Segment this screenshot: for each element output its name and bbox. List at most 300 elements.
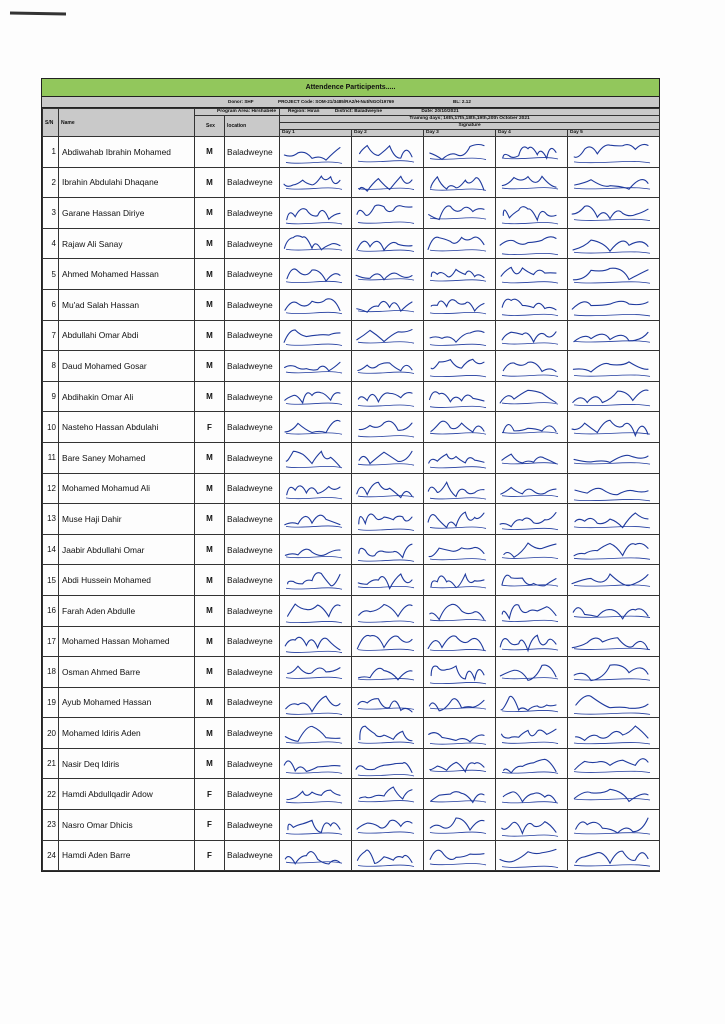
participant-name: Daud Mohamed Gosar <box>59 351 195 382</box>
participant-location: Baladweyne <box>225 657 280 688</box>
signature-day-4 <box>496 137 568 168</box>
handwritten-signature <box>496 596 566 625</box>
handwritten-signature <box>568 412 658 441</box>
signature-day-4 <box>496 718 568 749</box>
row-sn: 8 <box>43 351 59 382</box>
handwritten-signature <box>496 749 566 778</box>
signature-day-5 <box>568 565 660 596</box>
row-sn: 24 <box>43 840 59 871</box>
participant-name: Garane Hassan Diriye <box>59 198 195 229</box>
handwritten-signature <box>424 321 494 350</box>
participant-location: Baladweyne <box>225 473 280 504</box>
table-row <box>43 748 660 779</box>
handwritten-signature <box>280 168 350 197</box>
signature-day-5 <box>568 687 660 718</box>
handwritten-signature <box>424 749 494 778</box>
signature-day-5 <box>568 810 660 841</box>
handwritten-signature <box>280 351 350 380</box>
signature-day-2 <box>352 259 424 290</box>
signature-day-5 <box>568 259 660 290</box>
participant-sex: M <box>195 320 225 351</box>
handwritten-signature <box>496 841 566 870</box>
signature-day-4 <box>496 657 568 688</box>
participant-name: Abdihakin Omar Ali <box>59 381 195 412</box>
col-sn: S/N <box>43 109 59 137</box>
participant-name: Ibrahin Abdulahi Dhaqane <box>59 167 195 198</box>
signature-day-3 <box>424 351 496 382</box>
signature-day-5 <box>568 779 660 810</box>
signature-day-3 <box>424 748 496 779</box>
table-row <box>43 810 660 841</box>
signature-day-1 <box>280 473 352 504</box>
sheet-title: Attendence Participents..... <box>42 79 659 97</box>
participant-sex: F <box>195 779 225 810</box>
signature-day-5 <box>568 167 660 198</box>
row-sn: 5 <box>43 259 59 290</box>
participant-location: Baladweyne <box>225 137 280 168</box>
signature-day-5 <box>568 657 660 688</box>
signature-day-2 <box>352 504 424 535</box>
participant-name: Mu'ad Salah Hassan <box>59 289 195 320</box>
participant-sex: M <box>195 687 225 718</box>
signature-day-2 <box>352 442 424 473</box>
participant-sex: M <box>195 167 225 198</box>
signature-day-4 <box>496 840 568 871</box>
signature-day-1 <box>280 381 352 412</box>
participant-sex: M <box>195 381 225 412</box>
handwritten-signature <box>496 259 566 288</box>
participant-sex: F <box>195 810 225 841</box>
handwritten-signature <box>568 841 658 870</box>
handwritten-signature <box>352 596 422 625</box>
handwritten-signature <box>424 841 494 870</box>
handwritten-signature <box>424 290 494 319</box>
handwritten-signature <box>568 443 658 472</box>
col-sex: Sex <box>195 116 225 137</box>
participant-sex: M <box>195 442 225 473</box>
handwritten-signature <box>568 229 658 258</box>
signature-day-1 <box>280 748 352 779</box>
row-sn: 6 <box>43 289 59 320</box>
col-day-5: Day 5 <box>568 130 660 137</box>
participant-name: Mohamed Idiris Aden <box>59 718 195 749</box>
signature-day-3 <box>424 320 496 351</box>
row-sn: 23 <box>43 810 59 841</box>
handwritten-signature <box>568 290 658 319</box>
handwritten-signature <box>568 810 658 839</box>
handwritten-signature <box>352 474 422 503</box>
row-sn: 14 <box>43 534 59 565</box>
handwritten-signature <box>496 657 566 686</box>
handwritten-signature <box>352 504 422 533</box>
handwritten-signature <box>424 504 494 533</box>
signature-day-2 <box>352 779 424 810</box>
signature-day-3 <box>424 442 496 473</box>
handwritten-signature <box>496 779 566 808</box>
signature-day-3 <box>424 228 496 259</box>
participant-name: Rajaw Ali Sanay <box>59 228 195 259</box>
signature-day-5 <box>568 442 660 473</box>
table-row <box>43 595 660 626</box>
col-location: location <box>225 116 280 137</box>
signature-day-3 <box>424 137 496 168</box>
handwritten-signature <box>424 443 494 472</box>
signature-day-2 <box>352 167 424 198</box>
signature-day-5 <box>568 228 660 259</box>
table-row <box>43 473 660 504</box>
participant-location: Baladweyne <box>225 289 280 320</box>
handwritten-signature <box>424 229 494 258</box>
handwritten-signature <box>424 718 494 747</box>
signature-day-2 <box>352 657 424 688</box>
date-label: Date: 20/10/2021 <box>421 109 459 114</box>
handwritten-signature <box>280 504 350 533</box>
handwritten-signature <box>352 443 422 472</box>
signature-day-1 <box>280 412 352 443</box>
participant-location: Baladweyne <box>225 595 280 626</box>
col-day-4: Day 4 <box>496 130 568 137</box>
signature-day-5 <box>568 381 660 412</box>
signature-day-5 <box>568 320 660 351</box>
row-sn: 9 <box>43 381 59 412</box>
signature-day-2 <box>352 228 424 259</box>
district-label: District: Baladweyne <box>334 109 382 114</box>
handwritten-signature <box>568 535 658 564</box>
table-row <box>43 381 660 412</box>
signature-day-2 <box>352 626 424 657</box>
signature-day-3 <box>424 626 496 657</box>
handwritten-signature <box>496 627 566 656</box>
participant-location: Baladweyne <box>225 565 280 596</box>
handwritten-signature <box>496 290 566 319</box>
participant-name: Abdi Hussein Mohamed <box>59 565 195 596</box>
participant-location: Baladweyne <box>225 779 280 810</box>
signature-day-5 <box>568 840 660 871</box>
signature-day-3 <box>424 412 496 443</box>
participant-name: Abdiwahab Ibrahin Mohamed <box>59 137 195 168</box>
handwritten-signature <box>424 412 494 441</box>
participant-location: Baladweyne <box>225 534 280 565</box>
region-district-date-row <box>280 109 660 116</box>
handwritten-signature <box>568 504 658 533</box>
signature-day-5 <box>568 534 660 565</box>
handwritten-signature <box>568 198 658 227</box>
participant-name: Ayub Mohamed Hassan <box>59 687 195 718</box>
participant-name: Muse Haji Dahir <box>59 504 195 535</box>
table-row <box>43 198 660 229</box>
table-row <box>43 687 660 718</box>
table-row <box>43 565 660 596</box>
signature-day-4 <box>496 626 568 657</box>
handwritten-signature <box>280 137 350 166</box>
handwritten-signature <box>568 749 658 778</box>
handwritten-signature <box>280 474 350 503</box>
handwritten-signature <box>352 565 422 594</box>
signature-day-4 <box>496 381 568 412</box>
row-sn: 20 <box>43 718 59 749</box>
signature-day-4 <box>496 779 568 810</box>
signature-day-3 <box>424 289 496 320</box>
handwritten-signature <box>496 474 566 503</box>
participant-sex: M <box>195 748 225 779</box>
handwritten-signature <box>352 718 422 747</box>
row-sn: 10 <box>43 412 59 443</box>
table-row <box>43 137 660 168</box>
handwritten-signature <box>424 657 494 686</box>
row-sn: 18 <box>43 657 59 688</box>
participant-name: Nasteho Hassan Abdulahi <box>59 412 195 443</box>
row-sn: 15 <box>43 565 59 596</box>
participant-location: Baladweyne <box>225 748 280 779</box>
participant-location: Baladweyne <box>225 412 280 443</box>
handwritten-signature <box>424 535 494 564</box>
row-sn: 19 <box>43 687 59 718</box>
signature-day-1 <box>280 534 352 565</box>
col-day-2: Day 2 <box>352 130 424 137</box>
handwritten-signature <box>424 565 494 594</box>
handwritten-signature <box>352 259 422 288</box>
signature-day-2 <box>352 595 424 626</box>
table-row <box>43 442 660 473</box>
participant-sex: M <box>195 504 225 535</box>
participant-name: Hamdi Aden Barre <box>59 840 195 871</box>
participant-name: Farah Aden Abdulle <box>59 595 195 626</box>
signature-day-4 <box>496 289 568 320</box>
signature-day-2 <box>352 198 424 229</box>
participant-name: Abdullahi Omar Abdi <box>59 320 195 351</box>
signature-day-3 <box>424 657 496 688</box>
handwritten-signature <box>280 382 350 411</box>
signature-day-1 <box>280 657 352 688</box>
participant-location: Baladweyne <box>225 320 280 351</box>
signature-day-3 <box>424 840 496 871</box>
handwritten-signature <box>352 321 422 350</box>
participant-name: Hamdi Abdullqadir Adow <box>59 779 195 810</box>
row-sn: 11 <box>43 442 59 473</box>
handwritten-signature <box>496 321 566 350</box>
signature-day-1 <box>280 626 352 657</box>
handwritten-signature <box>424 168 494 197</box>
participant-sex: M <box>195 595 225 626</box>
signature-day-4 <box>496 228 568 259</box>
participant-sex: M <box>195 534 225 565</box>
signature-day-5 <box>568 595 660 626</box>
table-row <box>43 320 660 351</box>
participant-location: Baladweyne <box>225 381 280 412</box>
handwritten-signature <box>352 779 422 808</box>
signature-day-1 <box>280 565 352 596</box>
participant-location: Baladweyne <box>225 504 280 535</box>
handwritten-signature <box>280 657 350 686</box>
scan-mark <box>10 12 66 16</box>
signature-day-2 <box>352 137 424 168</box>
signature-day-1 <box>280 595 352 626</box>
signature-day-3 <box>424 381 496 412</box>
attendance-table <box>42 108 660 871</box>
handwritten-signature <box>568 657 658 686</box>
signature-day-1 <box>280 228 352 259</box>
handwritten-signature <box>496 810 566 839</box>
handwritten-signature <box>424 810 494 839</box>
handwritten-signature <box>352 412 422 441</box>
handwritten-signature <box>280 810 350 839</box>
handwritten-signature <box>352 198 422 227</box>
signature-day-3 <box>424 595 496 626</box>
signature-day-1 <box>280 779 352 810</box>
participant-sex: M <box>195 565 225 596</box>
handwritten-signature <box>424 688 494 717</box>
participant-sex: M <box>195 473 225 504</box>
table-row <box>43 718 660 749</box>
signature-day-5 <box>568 748 660 779</box>
signature-day-1 <box>280 351 352 382</box>
handwritten-signature <box>280 198 350 227</box>
handwritten-signature <box>496 535 566 564</box>
donor-label: Donor: SHF <box>228 99 254 104</box>
row-sn: 17 <box>43 626 59 657</box>
handwritten-signature <box>424 474 494 503</box>
handwritten-signature <box>496 688 566 717</box>
table-row <box>43 167 660 198</box>
signature-day-4 <box>496 504 568 535</box>
signature-day-2 <box>352 840 424 871</box>
participant-sex: M <box>195 657 225 688</box>
participant-location: Baladweyne <box>225 198 280 229</box>
participant-sex: M <box>195 718 225 749</box>
signature-day-4 <box>496 198 568 229</box>
handwritten-signature <box>568 474 658 503</box>
participant-location: Baladweyne <box>225 442 280 473</box>
signature-day-4 <box>496 565 568 596</box>
signature-day-2 <box>352 718 424 749</box>
handwritten-signature <box>568 382 658 411</box>
signature-day-5 <box>568 473 660 504</box>
table-row <box>43 289 660 320</box>
signature-day-4 <box>496 442 568 473</box>
participant-location: Baladweyne <box>225 259 280 290</box>
handwritten-signature <box>352 841 422 870</box>
participant-name: Osman Ahmed Barre <box>59 657 195 688</box>
handwritten-signature <box>424 198 494 227</box>
handwritten-signature <box>568 168 658 197</box>
col-day-3: Day 3 <box>424 130 496 137</box>
table-row <box>43 228 660 259</box>
handwritten-signature <box>424 779 494 808</box>
participant-sex: M <box>195 198 225 229</box>
handwritten-signature <box>496 198 566 227</box>
signature-day-4 <box>496 810 568 841</box>
signature-day-3 <box>424 473 496 504</box>
handwritten-signature <box>424 351 494 380</box>
handwritten-signature <box>352 290 422 319</box>
signature-day-3 <box>424 167 496 198</box>
signature-day-2 <box>352 351 424 382</box>
signature-day-5 <box>568 351 660 382</box>
program-area-label: Program Area: Hirshabele <box>195 109 280 116</box>
table-row <box>43 504 660 535</box>
signature-day-2 <box>352 320 424 351</box>
participant-location: Baladweyne <box>225 351 280 382</box>
handwritten-signature <box>568 565 658 594</box>
handwritten-signature <box>280 627 350 656</box>
handwritten-signature <box>352 810 422 839</box>
row-sn: 4 <box>43 228 59 259</box>
table-row <box>43 840 660 871</box>
handwritten-signature <box>496 412 566 441</box>
row-sn: 21 <box>43 748 59 779</box>
participant-sex: F <box>195 840 225 871</box>
col-name: Name <box>59 109 195 137</box>
row-sn: 13 <box>43 504 59 535</box>
row-sn: 22 <box>43 779 59 810</box>
handwritten-signature <box>424 627 494 656</box>
signature-day-1 <box>280 259 352 290</box>
signature-day-4 <box>496 259 568 290</box>
signature-day-4 <box>496 167 568 198</box>
participant-location: Baladweyne <box>225 687 280 718</box>
signature-day-2 <box>352 381 424 412</box>
signature-day-5 <box>568 289 660 320</box>
signature-day-2 <box>352 748 424 779</box>
signature-day-3 <box>424 810 496 841</box>
handwritten-signature <box>424 596 494 625</box>
handwritten-signature <box>352 535 422 564</box>
col-day-1: Day 1 <box>280 130 352 137</box>
signature-day-4 <box>496 595 568 626</box>
signature-day-1 <box>280 289 352 320</box>
handwritten-signature <box>280 779 350 808</box>
signature-day-2 <box>352 412 424 443</box>
handwritten-signature <box>568 779 658 808</box>
handwritten-signature <box>568 718 658 747</box>
handwritten-signature <box>424 382 494 411</box>
signature-day-2 <box>352 289 424 320</box>
handwritten-signature <box>280 535 350 564</box>
signature-day-3 <box>424 198 496 229</box>
signature-day-4 <box>496 473 568 504</box>
handwritten-signature <box>280 841 350 870</box>
table-row <box>43 534 660 565</box>
row-sn: 1 <box>43 137 59 168</box>
handwritten-signature <box>352 688 422 717</box>
signature-day-4 <box>496 534 568 565</box>
participant-location: Baladweyne <box>225 718 280 749</box>
handwritten-signature <box>496 168 566 197</box>
signature-day-1 <box>280 687 352 718</box>
handwritten-signature <box>352 657 422 686</box>
signature-day-5 <box>568 626 660 657</box>
participant-name: Jaabir Abdullahi Omar <box>59 534 195 565</box>
participant-sex: M <box>195 137 225 168</box>
handwritten-signature <box>496 351 566 380</box>
handwritten-signature <box>568 137 658 166</box>
participant-sex: M <box>195 626 225 657</box>
bl-label: BL: 2.12 <box>453 99 471 104</box>
handwritten-signature <box>280 259 350 288</box>
handwritten-signature <box>496 565 566 594</box>
signature-day-1 <box>280 504 352 535</box>
handwritten-signature <box>352 749 422 778</box>
signature-day-1 <box>280 167 352 198</box>
table-row <box>43 412 660 443</box>
handwritten-signature <box>568 321 658 350</box>
handwritten-signature <box>352 168 422 197</box>
participant-location: Baladweyne <box>225 228 280 259</box>
region-label: Region: Hiran <box>288 109 320 114</box>
signature-day-1 <box>280 840 352 871</box>
participant-sex: F <box>195 412 225 443</box>
signature-day-1 <box>280 320 352 351</box>
